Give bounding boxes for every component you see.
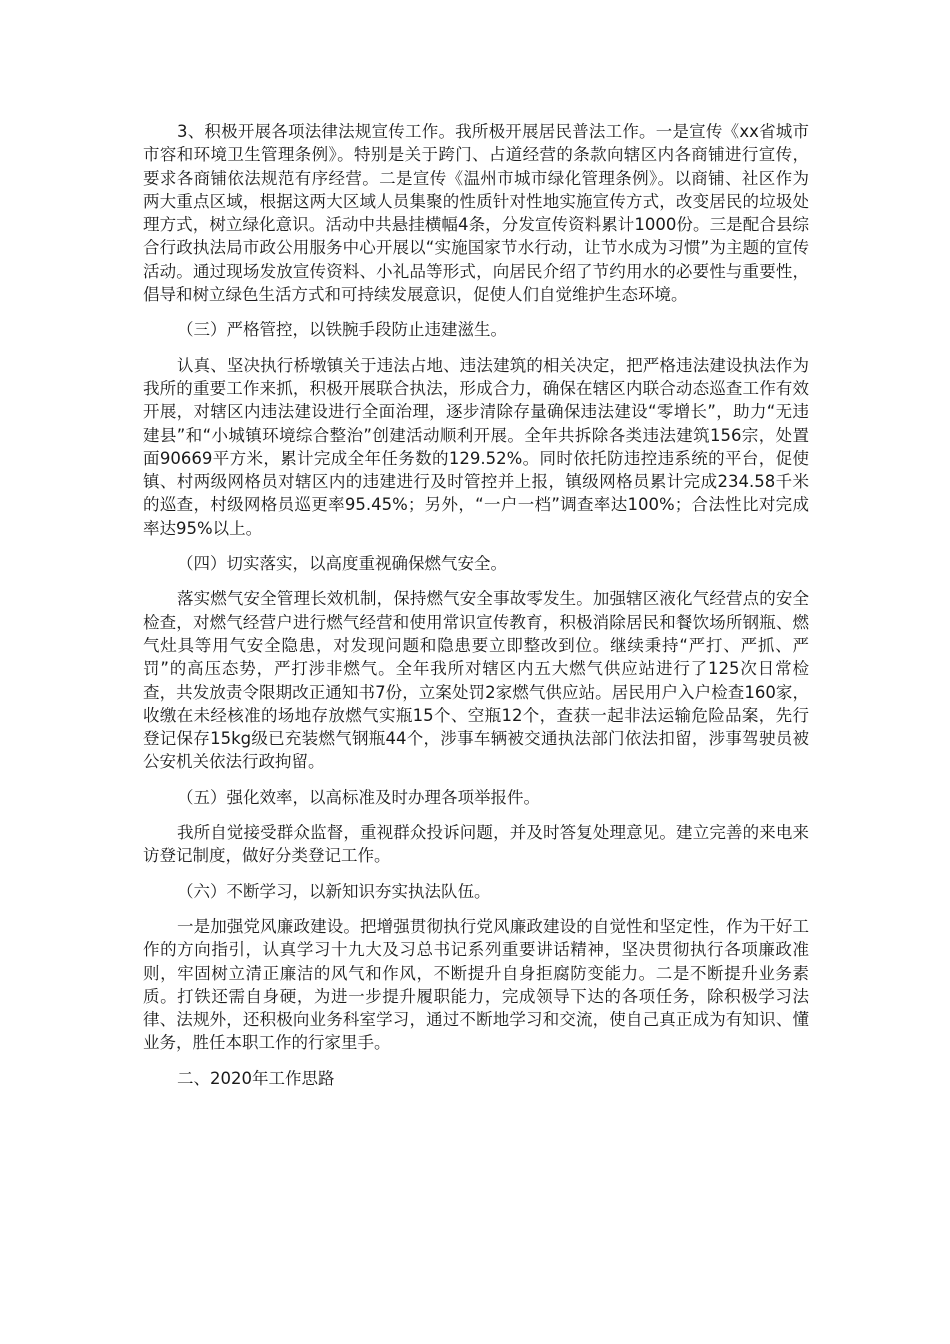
document-body	[143, 120, 809, 1102]
section-heading-2020-plan: 二、2020年工作思路	[177, 1068, 335, 1088]
section-heading-6: （六）不断学习，以新知识夯实执法队伍。	[177, 881, 491, 901]
paragraph-legal-publicity: 3、积极开展各项法律法规宣传工作。我所极开展居民普法工作。一是宣传《xx省城市市容和环境卫生管理条例》。特别是关于跨门、占道经营的条款向辖区内各商铺进行宣传，要求各商铺依法规范有序经营。二是宣传《温州市城市绿化管理条例》。以商铺、社区作为两大重点区域，根据这两大区域人员集聚的性质针对性地实施宣传方式，改变居民的垃圾处理方式，树立绿化意识。活动中共悬挂横幅4条，分发宣传资料累计1000份。三是配合县综合行政执法局市政公用服务中心开展以“实施国家节水行动，让节水成为习惯”为主题的宣传活动。通过现场发放宣传资料、小礼品等形式，向居民介绍了节约用水的必要性与重要性，倡导和树立绿色生活方式和可持续发展意识，促使人们自觉维护生态环境。	[143, 122, 809, 305]
paragraph-complaints: 我所自觉接受群众监督，重视群众投诉问题，并及时答复处理意见。建立完善的来电来访登记制度，做好分类登记工作。	[143, 823, 809, 866]
section-heading-3: （三）严格管控，以铁腕手段防止违建滋生。	[177, 320, 507, 340]
paragraph-learning: 一是加强党风廉政建设。把增强贯彻执行党风廉政建设的自觉性和坚定性，作为干好工作的方向指引，认真学习十九大及习总书记系列重要讲话精神，坚决贯彻执行各项廉政准则，牢固树立清正廉洁的风气和作风，不断提升自身拒腐防变能力。二是不断提升业务素质。打铁还需自身硬，为进一步提升履职能力，完成领导下达的各项任务，除积极学习法律、法规外，还积极向业务科室学习，通过不断地学习和交流，使自己真正成为有知识、懂业务，胜任本职工作的行家里手。	[143, 916, 809, 1053]
paragraph-illegal-construction: 认真、坚决执行桥墩镇关于违法占地、违法建筑的相关决定，把严格违法建设执法作为我所的重要工作来抓，积极开展联合执法，形成合力，确保在辖区内联合动态巡查工作有效开展，对辖区内违法建设进行全面治理，逐步清除存量确保违法建设“零增长”，助力“无违建县”和“小城镇环境综合整治”创建活动顺利开展。全年共拆除各类违法建筑156宗，处置面90669平方米，累计完成全年任务数的129.52%。同时依托防违控违系统的平台，促使镇、村两级网格员对辖区内的违建进行及时管控并上报，镇级网格员累计完成234.58千米的巡查，村级网格员巡更率95.45%；另外，“一户一档”调查率达100%；合法性比对完成率达95%以上。	[143, 355, 809, 538]
section-heading-4: （四）切实落实，以高度重视确保燃气安全。	[177, 554, 507, 574]
paragraph-gas-safety: 落实燃气安全管理长效机制，保持燃气安全事故零发生。加强辖区液化气经营点的安全检查，对燃气经营户进行燃气经营和使用常识宣传教育，积极消除居民和餐饮场所钢瓶、燃气灶具等用气安全隐患，对发现问题和隐患要立即整改到位。继续秉持“严打、严抓、严罚”的高压态势，严打涉非燃气。全年我所对辖区内五大燃气供应站进行了125次日常检查，共发放责令限期改正通知书7份，立案处罚2家燃气供应站。居民用户入户检查160家，收缴在未经核准的场地存放燃气实瓶15个、空瓶12个，查获一起非法运输危险品案，先行登记保存15kg级已充装燃气钢瓶44个，涉事车辆被交通执法部门依法扣留，涉事驾驶员被公安机关依法行政拘留。	[143, 589, 809, 772]
section-heading-5: （五）强化效率，以高标准及时办理各项举报件。	[177, 787, 540, 807]
